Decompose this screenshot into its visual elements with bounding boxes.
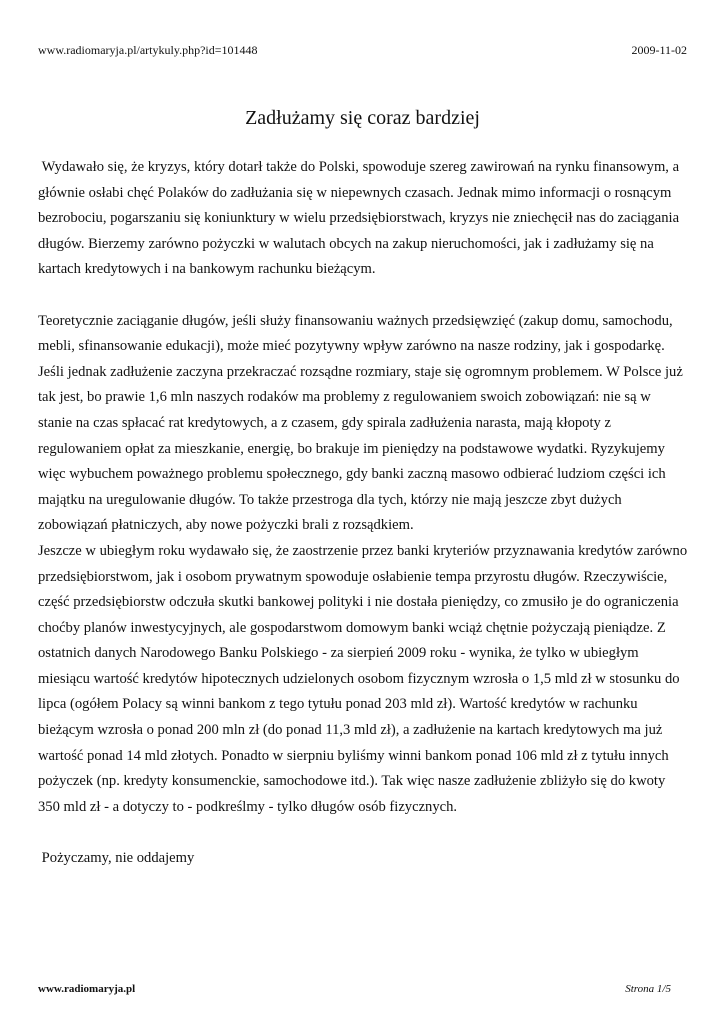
paragraph-debt-theory: Teoretycznie zaciąganie długów, jeśli służy finansowaniu ważnych przedsięwzięć (zakup domu, samochodu, mebli, sfinansowanie edukacji), może mieć pozytywny wpływ zarówno na nasze rodziny, jak i gospodarkę. Jeśli jednak zadłużenie zaczyna przekraczać rozsądne rozmiary, staje się ogromnym problemem. W Polsce już tak jest, bo prawie 1,6 mln naszych rodaków ma problemy z regulowaniem swoich zobowiązań: nie są w stanie na czas spłacać rat kredytowych, a z czasem, gdy spirala zadłużenia narasta, mają kłopoty z regulowaniem opłat za mieszkanie, energię, bo brakuje im pieniędzy na podstawowe wydatki. Ryzykujemy więc wybuchem poważnego problemu społecznego, gdy banki zaczną masowo odbierać ludziom części ich majątku na uregulowanie długów. To także przestroga dla tych, którzy nie mają jeszcze zbyt dużych zobowiązań płatniczych, aby nowe pożyczki brali z rozsądkiem. bbox=[38, 312, 683, 534]
section-heading: Pożyczamy, nie oddajemy bbox=[38, 850, 195, 867]
paragraph-intro: Wydawało się, że kryzys, który dotarł także do Polski, spowoduje szereg zawirowań na rynku finansowym, a głównie osłabi chęć Polaków do zadłużania się w niepewnych czasach. Jednak mimo informacji o rosnącym bezrobociu, pogarszaniu się koniunktury w wielu przedsiębiorstwach, kryzys nie zniechęcił nas do zaciągania długów. Bierzemy zarówno pożyczki w walutach obcych na zakup nieruchomości, jak i zadłużamy się na kartach kredytowych i na bankowym rachunku bieżącym. bbox=[38, 159, 683, 278]
article-body bbox=[38, 155, 688, 872]
footer-site: www.radiomaryja.pl bbox=[38, 983, 136, 995]
header-date: 2009-11-02 bbox=[631, 43, 687, 57]
paragraph-statistics: Jeszcze w ubiegłym roku wydawało się, że zaostrzenie przez banki kryteriów przyznawania kredytów zarówno przedsiębiorstwom, jak i osobom prywatnym spowoduje osłabienie tempa przyrostu długów. Rzeczywiście, część przedsiębiorstw odczuła skutki bankowej polityki i nie dostała pieniędzy, co zmusiło je do ograniczenia choćby planów inwestycyjnych, ale gospodarstwom domowym banki wciąż chętnie pożyczają pieniądze. Z ostatnich danych Narodowego Banku Polskiego - za sierpień 2009 roku - wynika, że tylko w ubiegłym miesiącu wartość kredytów hipotecznych udzielonych osobom fizycznym wzrosła o 1,5 mld zł w stosunku do lipca (ogółem Polacy są winni bankom z tego tytułu ponad 203 mld zł). Wartość kredytów w rachunku bieżącym wzrosła o ponad 200 mln zł (do ponad 11,3 mld zł), a zadłużenie na kartach kredytowych ma już wartość ponad 14 mld złotych. Ponadto w sierpniu byliśmy winni bankom ponad 106 mld zł z tytułu innych pożyczek (np. kredyty konsumenckie, samochodowe itd.). Tak więc nasze zadłużenie zbliżyło się do kwoty 350 mld zł - a dotyczy to - podkreślmy - tylko długów osób fizycznych. bbox=[38, 542, 688, 815]
header-url: www.radiomaryja.pl/artykuly.php?id=101448 bbox=[38, 43, 258, 57]
footer-page-number: Strona 1/5 bbox=[625, 983, 671, 995]
article-title: Zadłużamy się coraz bardziej bbox=[245, 107, 480, 129]
paragraph-gap bbox=[38, 283, 688, 309]
paragraph-gap bbox=[38, 820, 688, 846]
